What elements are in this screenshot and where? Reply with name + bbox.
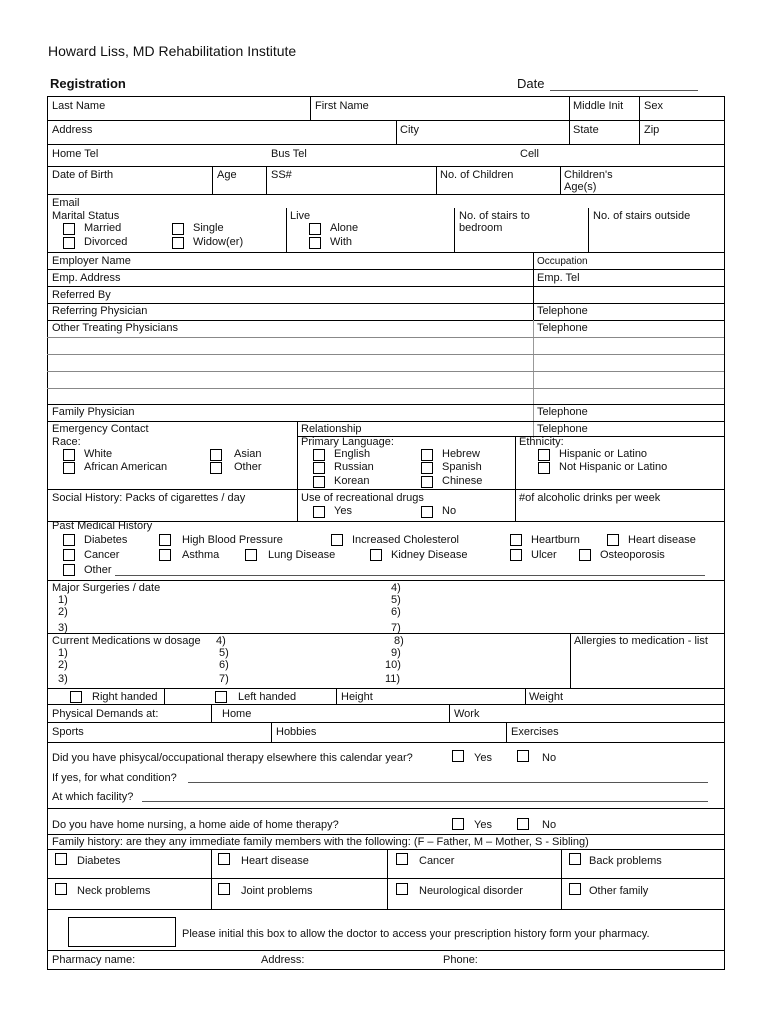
surgery-6[interactable]: 6)	[391, 606, 401, 618]
hebrew-checkbox[interactable]	[421, 449, 433, 461]
pmh-hbp-label: High Blood Pressure	[182, 534, 283, 546]
pmh-kidney-label: Kidney Disease	[391, 549, 468, 561]
referring-telephone-field[interactable]: Telephone	[537, 305, 588, 317]
pmh-hbp-checkbox[interactable]	[159, 534, 171, 546]
pmh-heart-disease-checkbox[interactable]	[607, 534, 619, 546]
medication-8[interactable]: 8)	[394, 635, 404, 647]
fh-diabetes-checkbox[interactable]	[55, 853, 67, 865]
married-label: Married	[84, 222, 122, 234]
surgeries-label: Major Surgeries / date	[52, 582, 161, 594]
korean-label: Korean	[334, 475, 370, 487]
pmh-diabetes-label: Diabetes	[84, 534, 128, 546]
fh-joint-label: Joint problems	[241, 885, 313, 897]
first-name-field[interactable]: First Name	[315, 100, 369, 112]
white-checkbox[interactable]	[63, 449, 75, 461]
fh-neck-label: Neck problems	[77, 885, 151, 897]
pharmacy-initial-box[interactable]	[68, 917, 176, 947]
form-right-border	[724, 96, 725, 969]
fh-neck-checkbox[interactable]	[55, 883, 67, 895]
surgery-7[interactable]: 7)	[391, 622, 401, 634]
last-name-field[interactable]: Last Name	[52, 100, 106, 112]
occupation-field[interactable]: Occupation	[537, 256, 588, 267]
fh-heart-checkbox[interactable]	[218, 853, 230, 865]
pmh-osteoporosis-checkbox[interactable]	[579, 549, 591, 561]
family-telephone-field[interactable]: Telephone	[537, 406, 588, 418]
facility-label: At which facility?	[52, 791, 134, 803]
exercises-field[interactable]: Exercises	[511, 726, 559, 738]
bus-tel-field[interactable]: Bus Tel	[271, 148, 307, 160]
referred-by-field[interactable]: Referred By	[52, 289, 111, 301]
pmh-lung-checkbox[interactable]	[245, 549, 257, 561]
date-label: Date	[517, 76, 545, 91]
pmh-kidney-checkbox[interactable]	[370, 549, 382, 561]
age-field[interactable]: Age	[217, 169, 237, 181]
hispanic-checkbox[interactable]	[538, 449, 550, 461]
weight-field[interactable]: Weight	[529, 691, 564, 703]
chinese-label: Chinese	[442, 475, 483, 487]
single-checkbox[interactable]	[172, 223, 184, 235]
drugs-yes-label: Yes	[334, 505, 352, 517]
pharmacy-phone-field[interactable]: Phone:	[443, 954, 478, 966]
pmh-label: Past Medical History	[52, 520, 153, 532]
african-american-checkbox[interactable]	[63, 462, 75, 474]
african-american-label: African American	[84, 461, 168, 473]
therapy-yes-checkbox[interactable]	[452, 750, 464, 762]
emergency-telephone-field[interactable]: Telephone	[537, 423, 588, 435]
stairs-outside-field[interactable]: No. of stairs outside	[593, 210, 691, 222]
surgery-1[interactable]: 1)	[58, 594, 68, 606]
therapy-no-label: No	[542, 752, 557, 764]
surgery-4[interactable]: 4)	[391, 582, 401, 594]
medication-5[interactable]: 5)	[219, 647, 229, 659]
russian-label: Russian	[334, 461, 374, 473]
hebrew-label: Hebrew	[442, 448, 480, 460]
condition-label: If yes, for what condition?	[52, 772, 177, 784]
therapy-no-checkbox[interactable]	[517, 750, 529, 762]
cell-field[interactable]: Cell	[520, 148, 539, 160]
pmh-other-label: Other	[84, 564, 112, 576]
ss-field[interactable]: SS#	[271, 169, 292, 181]
pmh-lung-label: Lung Disease	[268, 549, 336, 561]
pharmacy-address-field[interactable]: Address:	[261, 954, 305, 966]
therapy-question: Did you have phisycal/occupational therapy elsewhere this calendar year?	[52, 752, 413, 764]
stairs-bedroom-field[interactable]: bedroom	[459, 222, 503, 234]
children-ages-label-1: Children's	[564, 169, 613, 181]
fh-back-checkbox[interactable]	[569, 853, 581, 865]
form-left-border	[47, 96, 48, 969]
alone-checkbox[interactable]	[309, 223, 321, 235]
english-label: English	[334, 448, 371, 460]
pharmacy-name-field[interactable]: Pharmacy name:	[52, 954, 136, 966]
divorced-label: Divorced	[84, 236, 128, 248]
stairs-bedroom-label-1: No. of stairs to	[459, 210, 530, 222]
medications-label: Current Medications w dosage	[52, 635, 201, 647]
married-checkbox[interactable]	[63, 223, 75, 235]
white-label: White	[84, 448, 113, 460]
email-field[interactable]: Email	[52, 197, 80, 209]
children-field[interactable]: No. of Children	[440, 169, 514, 181]
pmh-other-line[interactable]	[115, 575, 705, 576]
with-checkbox[interactable]	[309, 237, 321, 249]
fh-neuro-checkbox[interactable]	[396, 883, 408, 895]
fh-cancer-label: Cancer	[419, 855, 455, 867]
demands-work-field[interactable]: Work	[454, 708, 480, 720]
zip-field[interactable]: Zip	[644, 124, 660, 136]
height-field[interactable]: Height	[341, 691, 373, 703]
marital-status-label: Marital Status	[52, 210, 120, 222]
address-field[interactable]: Address	[52, 124, 93, 136]
nursing-no-label: No	[542, 819, 557, 831]
not-hispanic-label: Not Hispanic or Latino	[559, 461, 668, 473]
nursing-question: Do you have home nursing, a home aide of home therapy?	[52, 819, 339, 831]
children-ages-label-2[interactable]: Age(s)	[564, 181, 597, 193]
state-field[interactable]: State	[573, 124, 599, 136]
korean-checkbox[interactable]	[313, 476, 325, 488]
pmh-diabetes-checkbox[interactable]	[63, 534, 75, 546]
widow-label: Widow(er)	[193, 236, 244, 248]
pmh-heart-disease-label: Heart disease	[628, 534, 696, 546]
medication-3[interactable]: 3)	[58, 673, 68, 685]
primary-language-label: Primary Language:	[301, 436, 394, 448]
english-checkbox[interactable]	[313, 449, 325, 461]
employer-name-field[interactable]: Employer Name	[52, 255, 131, 267]
pmh-ulcer-label: Ulcer	[531, 549, 557, 561]
family-history-label: Family history: are they any immediate family members with the following: (F – Father, M – Mother, S - Sibling)	[52, 836, 589, 848]
right-handed-label: Right handed	[92, 691, 158, 703]
medication-9[interactable]: 9)	[391, 647, 401, 659]
condition-line[interactable]	[188, 782, 708, 783]
hobbies-field[interactable]: Hobbies	[276, 726, 317, 738]
family-physician-field[interactable]: Family Physician	[52, 406, 135, 418]
divorced-checkbox[interactable]	[63, 237, 75, 249]
alcohol-field[interactable]: #of alcoholic drinks per week	[519, 492, 661, 504]
sports-field[interactable]: Sports	[52, 726, 84, 738]
recreational-drugs-label: Use of recreational drugs	[301, 492, 424, 504]
cigarettes-field[interactable]: Social History: Packs of cigarettes / day	[52, 492, 246, 504]
surgery-3[interactable]: 3)	[58, 622, 68, 634]
pmh-cancer-checkbox[interactable]	[63, 549, 75, 561]
pmh-cancer-label: Cancer	[84, 549, 120, 561]
therapy-yes-label: Yes	[474, 752, 492, 764]
surgery-5[interactable]: 5)	[391, 594, 401, 606]
ethnicity-label: Ethnicity:	[519, 436, 564, 448]
not-hispanic-checkbox[interactable]	[538, 462, 550, 474]
fh-joint-checkbox[interactable]	[218, 883, 230, 895]
form-title: Registration	[50, 76, 126, 91]
medication-4[interactable]: 4)	[216, 635, 226, 647]
emergency-contact-field[interactable]: Emergency Contact	[52, 423, 149, 435]
form-top-border	[47, 96, 724, 97]
medication-11[interactable]: 11)	[385, 673, 401, 685]
asian-checkbox[interactable]	[210, 449, 222, 461]
hispanic-label: Hispanic or Latino	[559, 448, 648, 460]
other-physicians-field[interactable]: Other Treating Physicians	[52, 322, 178, 334]
pmh-other-checkbox[interactable]	[63, 564, 75, 576]
drugs-yes-checkbox[interactable]	[313, 506, 325, 518]
nursing-no-checkbox[interactable]	[517, 818, 529, 830]
fh-other-label: Other family	[589, 885, 649, 897]
drugs-no-checkbox[interactable]	[421, 506, 433, 518]
with-label: With	[330, 236, 352, 248]
sex-field[interactable]: Sex	[644, 100, 663, 112]
other-telephone-field[interactable]: Telephone	[537, 322, 588, 334]
fh-back-label: Back problems	[589, 855, 662, 867]
emp-tel-field[interactable]: Emp. Tel	[537, 272, 580, 284]
pmh-heartburn-checkbox[interactable]	[510, 534, 522, 546]
live-label: Live	[290, 210, 311, 222]
pmh-asthma-label: Asthma	[182, 549, 220, 561]
medication-10[interactable]: 10)	[385, 659, 401, 671]
asian-label: Asian	[234, 448, 262, 460]
right-handed-checkbox[interactable]	[70, 691, 82, 703]
referring-physician-field[interactable]: Referring Physician	[52, 305, 148, 317]
home-tel-field[interactable]: Home Tel	[52, 148, 99, 160]
fh-cancer-checkbox[interactable]	[396, 853, 408, 865]
alone-label: Alone	[330, 222, 359, 234]
allergies-field[interactable]: Allergies to medication - list	[574, 635, 708, 647]
emp-address-field[interactable]: Emp. Address	[52, 272, 121, 284]
relationship-field[interactable]: Relationship	[301, 423, 362, 435]
fh-other-checkbox[interactable]	[569, 883, 581, 895]
pmh-asthma-checkbox[interactable]	[159, 549, 171, 561]
pmh-ulcer-checkbox[interactable]	[510, 549, 522, 561]
pmh-heartburn-label: Heartburn	[531, 534, 580, 546]
dob-field[interactable]: Date of Birth	[52, 169, 114, 181]
race-label: Race:	[52, 436, 81, 448]
drugs-no-label: No	[442, 505, 457, 517]
pmh-osteoporosis-label: Osteoporosis	[600, 549, 665, 561]
medication-2[interactable]: 2)	[58, 659, 68, 671]
pharmacy-consent-text: Please initial this box to allow the doctor to access your prescription history form your pharmacy.	[182, 928, 650, 940]
medication-7[interactable]: 7)	[219, 673, 229, 685]
single-label: Single	[193, 222, 224, 234]
middle-init-field[interactable]: Middle Init	[573, 100, 624, 112]
widow-checkbox[interactable]	[172, 237, 184, 249]
spanish-checkbox[interactable]	[421, 462, 433, 474]
spanish-label: Spanish	[442, 461, 482, 473]
fh-diabetes-label: Diabetes	[77, 855, 121, 867]
city-field[interactable]: City	[400, 124, 419, 136]
institute-name: Howard Liss, MD Rehabilitation Institute	[48, 43, 297, 59]
demands-home-field[interactable]: Home	[222, 708, 252, 720]
other-race-checkbox[interactable]	[210, 462, 222, 474]
russian-checkbox[interactable]	[313, 462, 325, 474]
left-handed-checkbox[interactable]	[215, 691, 227, 703]
fh-neuro-label: Neurological disorder	[419, 885, 523, 897]
medication-6[interactable]: 6)	[219, 659, 229, 671]
nursing-yes-label: Yes	[474, 819, 492, 831]
surgery-2[interactable]: 2)	[58, 606, 68, 618]
nursing-yes-checkbox[interactable]	[452, 818, 464, 830]
facility-line[interactable]	[142, 801, 708, 802]
other-race-label: Other	[234, 461, 262, 473]
chinese-checkbox[interactable]	[421, 476, 433, 488]
physical-demands-label: Physical Demands at:	[52, 708, 159, 720]
fh-heart-label: Heart disease	[241, 855, 309, 867]
medication-1[interactable]: 1)	[58, 647, 68, 659]
left-handed-label: Left handed	[238, 691, 297, 703]
date-field[interactable]	[550, 90, 698, 91]
pmh-cholesterol-label: Increased Cholesterol	[352, 534, 460, 546]
pmh-cholesterol-checkbox[interactable]	[331, 534, 343, 546]
